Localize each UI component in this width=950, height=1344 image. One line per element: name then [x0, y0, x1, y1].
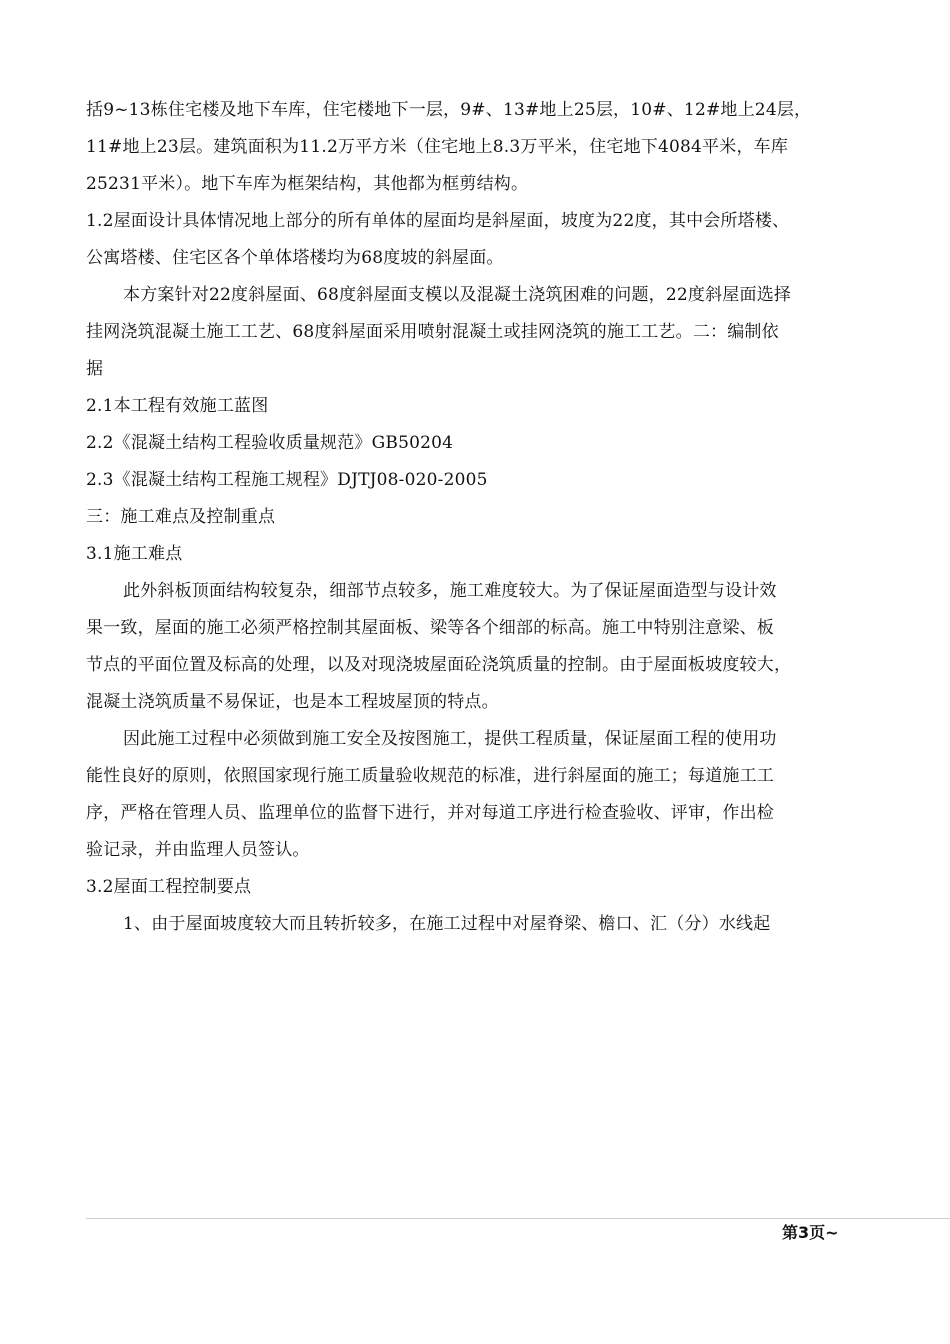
body-line: 据 — [86, 359, 104, 379]
body-line: 序，严格在管理人员、监理单位的监督下进行，并对每道工序进行检查验收、评审，作出检 — [86, 803, 774, 823]
document-body — [86, 92, 868, 943]
paragraph-first-line: 此外斜板顶面结构较复杂，细部节点较多，施工难度较大。为了保证屋面造型与设计效 — [123, 581, 777, 601]
subsection-heading: 3.2屋面工程控制要点 — [86, 877, 252, 897]
list-item: 1、由于屋面坡度较大而且转折较多，在施工过程中对屋脊梁、檐口、汇（分）水线起 — [123, 914, 771, 934]
body-line: 节点的平面位置及标高的处理，以及对现浇坡屋面砼浇筑质量的控制。由于屋面板坡度较大， — [86, 655, 792, 675]
body-line: 果一致，屋面的施工必须严格控制其屋面板、梁等各个细部的标高。施工中特别注意梁、板 — [86, 618, 774, 638]
body-line: 11#地上23层。建筑面积为11.2万平方米（住宅地上8.3万平米，住宅地下4084平米，车库 — [86, 137, 789, 157]
subsection-heading: 3.1施工难点 — [86, 544, 183, 564]
reference-item: 2.1本工程有效施工蓝图 — [86, 396, 269, 416]
body-line: 验记录，并由监理人员签认。 — [86, 840, 310, 860]
body-line: 括9~13栋住宅楼及地下车库，住宅楼地下一层，9#、13#地上25层，10#、12#地上24层， — [86, 100, 812, 120]
footer-divider — [86, 1218, 950, 1219]
reference-item: 2.3《混凝土结构工程施工规程》DJTJ08-020-2005 — [86, 470, 488, 490]
section-1-2-line: 1.2屋面设计具体情况地上部分的所有单体的屋面均是斜屋面，坡度为22度，其中会所塔楼、 — [86, 211, 790, 231]
body-line: 公寓塔楼、住宅区各个单体塔楼均为68度坡的斜屋面。 — [86, 248, 504, 268]
body-line: 25231平米）。地下车库为框架结构，其他都为框剪结构。 — [86, 174, 529, 194]
paragraph-first-line: 因此施工过程中必须做到施工安全及按图施工，提供工程质量，保证屋面工程的使用功 — [123, 729, 777, 749]
body-line: 挂网浇筑混凝土施工工艺、68度斜屋面采用喷射混凝土或挂网浇筑的施工工艺。二：编制依 — [86, 322, 779, 342]
body-line: 混凝土浇筑质量不易保证，也是本工程坡屋顶的特点。 — [86, 692, 499, 712]
reference-item: 2.2《混凝土结构工程验收质量规范》GB50204 — [86, 433, 454, 453]
paragraph-first-line: 本方案针对22度斜屋面、68度斜屋面支模以及混凝土浇筑困难的问题，22度斜屋面选择 — [123, 285, 792, 305]
page-number: 第3页~ — [782, 1223, 839, 1242]
section-heading: 三：施工难点及控制重点 — [86, 507, 276, 527]
body-line: 能性良好的原则，依照国家现行施工质量验收规范的标准，进行斜屋面的施工；每道施工工 — [86, 766, 774, 786]
